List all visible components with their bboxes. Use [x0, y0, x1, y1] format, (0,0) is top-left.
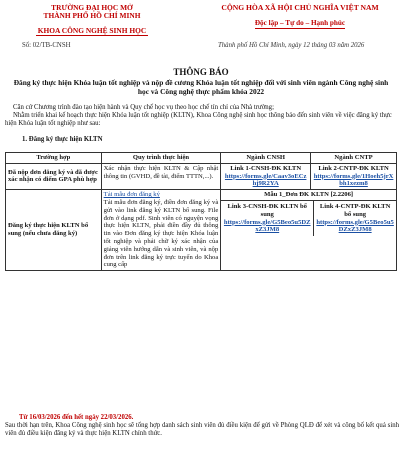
row1-cntp-label: Link 2-CNTP-ĐK KLTN — [318, 164, 389, 172]
intro-paragraph-1: Căn cứ Chương trình đào tạo hiện hành và Quy chế học vụ theo học chế tín chỉ của Nhà trường; — [13, 104, 274, 111]
table-header-row — [6, 153, 397, 164]
national-header — [200, 4, 400, 30]
row1-cntp-cell — [311, 163, 397, 189]
form-download-link[interactable]: Tải mẫu đơn đăng ký — [103, 191, 160, 199]
place-date: Thành phố Hồ Chí Minh, ngày 12 tháng 03 năm 2026 — [218, 42, 365, 49]
national-motto: Độc lập – Tự do – Hạnh phúc — [254, 19, 346, 27]
header-cntp: Ngành CNTP — [311, 153, 397, 164]
row1-process: Xác nhận thực hiện KLTN & Cập nhật thông tin (GVHD, đề tài, điểm TTTN,...). — [101, 163, 221, 189]
republic-name: CỘNG HÒA XÃ HỘI CHỦ NGHĨA VIỆT NAM — [221, 3, 379, 12]
org-line-3: KHOA CÔNG NGHỆ SINH HỌC — [37, 26, 147, 35]
header-case: Trường hợp — [6, 153, 102, 164]
deadline-text: Từ 16/03/2026 đến hết ngày 22/03/2026. — [19, 414, 134, 421]
row1-cnsh-label: Link 1-CNSH-ĐK KLTN — [230, 164, 302, 172]
document-number: Số: 02/TB-CNSH — [22, 42, 71, 49]
row2-cnsh-label: Link 3-CNSH-ĐK KLTN bổ sung — [227, 202, 307, 218]
row2-links-cell — [221, 190, 397, 271]
org-line-2: THÀNH PHỐ HỒ CHÍ MINH — [43, 11, 141, 20]
row2-cntp-cell — [314, 201, 396, 236]
intro-paragraph-2: Nhằm triển khai kế hoạch thực hiện Khóa luận tốt nghiệp (KLTN), Khoa Công nghệ sinh học thông báo đến sinh viên về việc đăng ký thực hiện Khóa luận tốt nghiệp như sau: — [5, 112, 392, 127]
row1-cntp-link[interactable]: https://forms.gle/1Hoeh5jrXbh1xezm8 — [313, 172, 394, 188]
row2-cntp-label: Link 4-CNTP-ĐK KLTN bổ sung — [319, 202, 391, 218]
row2-case: Đăng ký thực hiện KLTN bổ sung (nếu chưa đăng ký) — [6, 190, 102, 271]
row2-links — [221, 201, 396, 236]
document-subject: Đăng ký thực hiện Khóa luận tốt nghiệp và nộp đề cương Khóa luận tốt nghiệp đối với sinh viên ngành Công nghệ sinh học và Công nghệ thực phẩm khóa 2022 — [13, 78, 389, 96]
row1-cnsh-cell — [221, 163, 311, 189]
header-cnsh: Ngành CNSH — [221, 153, 311, 164]
row2-cnsh-cell — [221, 201, 314, 236]
footer-block — [5, 414, 399, 438]
org-line-1: TRƯỜNG ĐẠI HỌC MỞ — [51, 3, 133, 12]
footer-paragraph: Sau thời hạn trên, Khoa Công nghệ sinh học sẽ tổng hợp danh sách sinh viên đủ điều kiện để gửi về Phòng QLĐ để xét và công bố kết quả sinh viên đủ điều kiện đăng ký và thực hiện KLTN chính thức. — [5, 422, 399, 437]
row2-cnsh-link[interactable]: https://forms.gle/G5Beo5u5DZxZ3JM8 — [223, 218, 311, 234]
table-row — [6, 163, 397, 189]
row1-case: Đã nộp đơn đăng ký và đã được xác nhận có điểm GPA phù hợp — [6, 163, 102, 189]
row2-process — [101, 190, 221, 271]
section-heading-1: 1. Đăng ký thực hiện KLTN — [22, 136, 103, 143]
form-template-link[interactable]: Mẫu 1_Đơn ĐK KLTN [2.2206] — [221, 190, 396, 201]
row2-cntp-link[interactable]: https://forms.gle/G5Beo5u5DZxZ3JM8 — [316, 218, 394, 234]
document-title: THÔNG BÁO — [173, 67, 229, 77]
row1-cnsh-link[interactable]: https://forms.gle/Caav3oECzhj9R2YA — [224, 172, 307, 188]
header-process: Quy trình thực hiện — [101, 153, 221, 164]
registration-table — [5, 152, 397, 271]
row2-process-detail: Tải mẫu đơn đăng ký, điền đơn đăng ký và gửi vào link đăng ký KLTN bổ sung. File đơn ở dạng pdf. Sinh viên có nguyện vọng thực hiện KLTN, phải điền đầy đủ thông tin vào Đơn đăng ký thực hiện Khóa luận tốt nghiệp và phải chữ ký xác nhận của giảng viên hướng dẫn và sinh viên, và nộp đơn trên link đăng ký trực tuyến do Khoa cung cấp — [103, 198, 219, 269]
issuer-block — [2, 4, 182, 38]
table-row — [6, 190, 397, 271]
